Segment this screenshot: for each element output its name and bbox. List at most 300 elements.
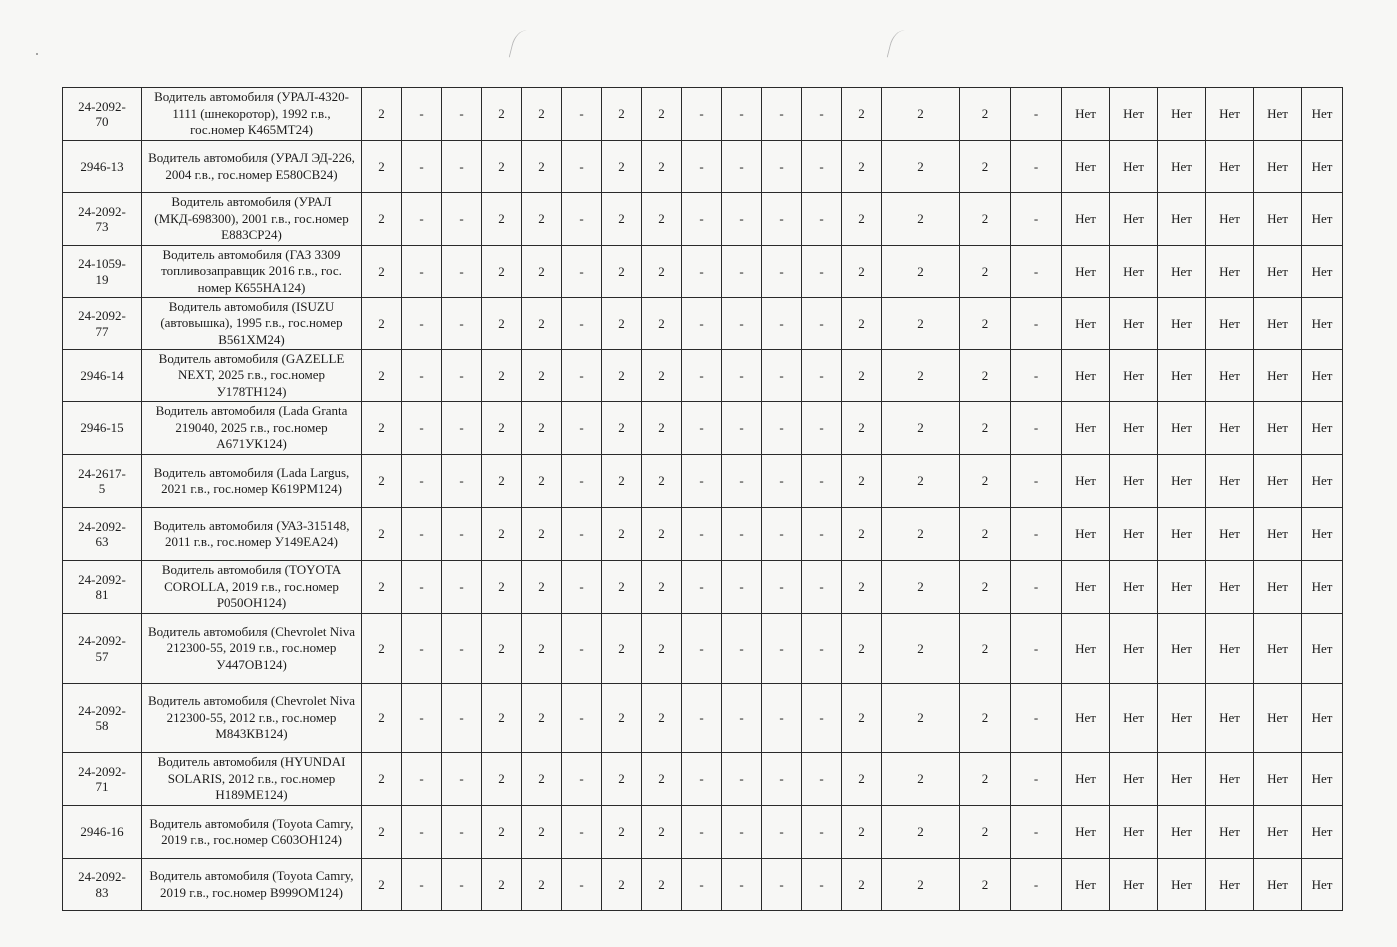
value-cell: Нет: [1206, 614, 1254, 684]
value-cell: Нет: [1206, 455, 1254, 508]
value-cell: -: [562, 193, 602, 246]
table-row: [63, 806, 1343, 859]
value-cell: 2: [960, 508, 1011, 561]
value-cell: 2: [362, 806, 402, 859]
job-code-cell: 24-2092- 83: [63, 859, 142, 911]
value-cell: -: [802, 350, 842, 402]
value-cell: -: [1011, 141, 1062, 193]
value-cell: -: [722, 753, 762, 806]
value-cell: 2: [482, 859, 522, 911]
value-cell: 2: [522, 859, 562, 911]
value-cell: Нет: [1062, 298, 1110, 350]
value-cell: Нет: [1110, 859, 1158, 911]
value-cell: Нет: [1302, 246, 1343, 298]
value-cell: 2: [842, 193, 882, 246]
value-cell: 2: [522, 88, 562, 141]
value-cell: 2: [522, 350, 562, 402]
value-cell: Нет: [1062, 193, 1110, 246]
value-cell: -: [1011, 614, 1062, 684]
value-cell: -: [682, 455, 722, 508]
value-cell: 2: [602, 350, 642, 402]
value-cell: 2: [642, 455, 682, 508]
value-cell: 2: [960, 806, 1011, 859]
job-description-cell: Водитель автомобиля (HYUNDAI SOLARIS, 2012 г.в., гос.номер Н189МЕ124): [142, 753, 362, 806]
job-code-cell: 2946-15: [63, 402, 142, 455]
value-cell: -: [722, 455, 762, 508]
value-cell: Нет: [1062, 350, 1110, 402]
value-cell: 2: [602, 141, 642, 193]
value-cell: 2: [482, 561, 522, 614]
value-cell: -: [442, 561, 482, 614]
value-cell: Нет: [1110, 614, 1158, 684]
speck: [36, 53, 38, 55]
value-cell: -: [562, 753, 602, 806]
value-cell: 2: [842, 246, 882, 298]
value-cell: Нет: [1158, 561, 1206, 614]
value-cell: 2: [602, 455, 642, 508]
job-code-cell: 24-2092- 71: [63, 753, 142, 806]
value-cell: -: [682, 246, 722, 298]
value-cell: Нет: [1062, 88, 1110, 141]
value-cell: Нет: [1302, 859, 1343, 911]
value-cell: 2: [362, 246, 402, 298]
job-description-cell: Водитель автомобиля (GAZELLE NEXT, 2025 г.в., гос.номер У178ТН124): [142, 350, 362, 402]
value-cell: 2: [842, 298, 882, 350]
value-cell: Нет: [1110, 350, 1158, 402]
value-cell: -: [402, 561, 442, 614]
value-cell: Нет: [1158, 193, 1206, 246]
value-cell: Нет: [1254, 508, 1302, 561]
value-cell: 2: [842, 508, 882, 561]
value-cell: 2: [882, 859, 960, 911]
value-cell: -: [402, 455, 442, 508]
value-cell: -: [1011, 684, 1062, 753]
value-cell: 2: [522, 806, 562, 859]
value-cell: Нет: [1254, 246, 1302, 298]
value-cell: -: [722, 350, 762, 402]
value-cell: -: [1011, 859, 1062, 911]
value-cell: 2: [522, 246, 562, 298]
value-cell: 2: [842, 455, 882, 508]
value-cell: Нет: [1302, 402, 1343, 455]
value-cell: Нет: [1110, 298, 1158, 350]
value-cell: -: [682, 753, 722, 806]
value-cell: -: [802, 88, 842, 141]
value-cell: 2: [960, 753, 1011, 806]
value-cell: Нет: [1158, 455, 1206, 508]
value-cell: Нет: [1110, 561, 1158, 614]
value-cell: 2: [642, 561, 682, 614]
value-cell: Нет: [1062, 859, 1110, 911]
value-cell: -: [802, 508, 842, 561]
value-cell: 2: [642, 753, 682, 806]
value-cell: Нет: [1254, 684, 1302, 753]
value-cell: -: [722, 193, 762, 246]
table-row: [63, 402, 1343, 455]
value-cell: Нет: [1110, 141, 1158, 193]
value-cell: 2: [522, 508, 562, 561]
value-cell: -: [1011, 193, 1062, 246]
value-cell: 2: [642, 193, 682, 246]
value-cell: -: [762, 859, 802, 911]
value-cell: -: [802, 684, 842, 753]
value-cell: 2: [602, 806, 642, 859]
value-cell: -: [1011, 88, 1062, 141]
value-cell: Нет: [1206, 141, 1254, 193]
value-cell: Нет: [1206, 508, 1254, 561]
value-cell: -: [442, 298, 482, 350]
value-cell: Нет: [1062, 561, 1110, 614]
value-cell: 2: [882, 246, 960, 298]
job-code-cell: 2946-16: [63, 806, 142, 859]
value-cell: Нет: [1062, 753, 1110, 806]
value-cell: 2: [882, 806, 960, 859]
value-cell: -: [402, 193, 442, 246]
value-cell: -: [722, 246, 762, 298]
value-cell: 2: [882, 753, 960, 806]
value-cell: 2: [522, 753, 562, 806]
value-cell: Нет: [1158, 350, 1206, 402]
value-cell: Нет: [1110, 684, 1158, 753]
value-cell: -: [762, 350, 802, 402]
value-cell: 2: [362, 614, 402, 684]
value-cell: 2: [882, 298, 960, 350]
value-cell: -: [402, 806, 442, 859]
job-code-cell: 24-2092- 63: [63, 508, 142, 561]
value-cell: 2: [960, 561, 1011, 614]
table-row: [63, 88, 1343, 141]
value-cell: 2: [482, 350, 522, 402]
job-code-cell: 2946-13: [63, 141, 142, 193]
value-cell: 2: [522, 193, 562, 246]
value-cell: -: [682, 561, 722, 614]
value-cell: -: [562, 246, 602, 298]
value-cell: -: [682, 806, 722, 859]
value-cell: Нет: [1110, 753, 1158, 806]
job-code-cell: 24-2092- 58: [63, 684, 142, 753]
value-cell: Нет: [1302, 88, 1343, 141]
value-cell: Нет: [1110, 455, 1158, 508]
value-cell: 2: [882, 561, 960, 614]
table-row: [63, 298, 1343, 350]
value-cell: -: [682, 508, 722, 561]
value-cell: -: [762, 561, 802, 614]
pen-mark: [509, 28, 535, 62]
value-cell: -: [402, 614, 442, 684]
value-cell: 2: [602, 614, 642, 684]
value-cell: Нет: [1206, 859, 1254, 911]
job-description-cell: Водитель автомобиля (Lada Largus, 2021 г.в., гос.номер К619РМ124): [142, 455, 362, 508]
job-description-cell: Водитель автомобиля (УРАЛ ЭД-226, 2004 г.в., гос.номер Е580СВ24): [142, 141, 362, 193]
value-cell: Нет: [1158, 614, 1206, 684]
value-cell: 2: [960, 455, 1011, 508]
value-cell: 2: [362, 141, 402, 193]
value-cell: 2: [362, 350, 402, 402]
value-cell: 2: [842, 561, 882, 614]
value-cell: Нет: [1110, 193, 1158, 246]
value-cell: 2: [642, 88, 682, 141]
value-cell: -: [562, 859, 602, 911]
value-cell: Нет: [1110, 246, 1158, 298]
value-cell: -: [562, 88, 602, 141]
value-cell: -: [802, 141, 842, 193]
value-cell: 2: [882, 614, 960, 684]
value-cell: 2: [960, 614, 1011, 684]
value-cell: Нет: [1302, 455, 1343, 508]
value-cell: Нет: [1110, 806, 1158, 859]
job-description-cell: Водитель автомобиля (УРАЛ-4320-1111 (шнекоротор), 1992 г.в., гос.номер К465МТ24): [142, 88, 362, 141]
value-cell: -: [442, 350, 482, 402]
value-cell: Нет: [1062, 455, 1110, 508]
job-code-cell: 24-2092- 57: [63, 614, 142, 684]
value-cell: 2: [362, 753, 402, 806]
value-cell: -: [682, 684, 722, 753]
job-code-cell: 24-2092- 70: [63, 88, 142, 141]
value-cell: -: [442, 753, 482, 806]
job-code-cell: 24-2092- 77: [63, 298, 142, 350]
value-cell: 2: [482, 402, 522, 455]
value-cell: -: [1011, 806, 1062, 859]
value-cell: -: [682, 193, 722, 246]
value-cell: -: [562, 402, 602, 455]
value-cell: 2: [602, 508, 642, 561]
value-cell: Нет: [1206, 753, 1254, 806]
value-cell: 2: [960, 141, 1011, 193]
value-cell: 2: [362, 402, 402, 455]
value-cell: 2: [842, 402, 882, 455]
value-cell: 2: [882, 88, 960, 141]
value-cell: 2: [362, 684, 402, 753]
value-cell: Нет: [1302, 350, 1343, 402]
value-cell: Нет: [1110, 508, 1158, 561]
value-cell: -: [762, 246, 802, 298]
value-cell: Нет: [1254, 193, 1302, 246]
job-description-cell: Водитель автомобиля (Lada Granta 219040, 2025 г.в., гос.номер А671УК124): [142, 402, 362, 455]
value-cell: 2: [522, 298, 562, 350]
value-cell: -: [762, 402, 802, 455]
table-row: [63, 684, 1343, 753]
job-description-cell: Водитель автомобиля (УАЗ-315148, 2011 г.в., гос.номер У149ЕА24): [142, 508, 362, 561]
value-cell: Нет: [1254, 141, 1302, 193]
value-cell: Нет: [1062, 684, 1110, 753]
value-cell: -: [1011, 561, 1062, 614]
value-cell: Нет: [1158, 402, 1206, 455]
value-cell: Нет: [1254, 859, 1302, 911]
value-cell: 2: [602, 402, 642, 455]
value-cell: -: [402, 88, 442, 141]
value-cell: 2: [602, 88, 642, 141]
value-cell: Нет: [1254, 298, 1302, 350]
value-cell: -: [762, 88, 802, 141]
value-cell: 2: [602, 684, 642, 753]
value-cell: Нет: [1158, 298, 1206, 350]
value-cell: -: [762, 684, 802, 753]
value-cell: -: [442, 859, 482, 911]
value-cell: Нет: [1206, 350, 1254, 402]
value-cell: Нет: [1206, 402, 1254, 455]
value-cell: 2: [642, 806, 682, 859]
value-cell: 2: [960, 684, 1011, 753]
value-cell: Нет: [1158, 684, 1206, 753]
value-cell: -: [442, 614, 482, 684]
value-cell: -: [1011, 298, 1062, 350]
value-cell: 2: [842, 859, 882, 911]
value-cell: -: [682, 402, 722, 455]
value-cell: -: [682, 298, 722, 350]
value-cell: -: [762, 141, 802, 193]
value-cell: 2: [602, 753, 642, 806]
value-cell: 2: [482, 753, 522, 806]
value-cell: Нет: [1110, 402, 1158, 455]
value-cell: 2: [362, 88, 402, 141]
value-cell: Нет: [1302, 684, 1343, 753]
value-cell: Нет: [1302, 753, 1343, 806]
value-cell: -: [762, 193, 802, 246]
value-cell: -: [562, 614, 602, 684]
value-cell: Нет: [1206, 298, 1254, 350]
value-cell: Нет: [1062, 402, 1110, 455]
table-row: [63, 141, 1343, 193]
value-cell: -: [1011, 508, 1062, 561]
value-cell: -: [402, 298, 442, 350]
value-cell: -: [1011, 455, 1062, 508]
value-cell: 2: [960, 350, 1011, 402]
value-cell: -: [762, 508, 802, 561]
value-cell: 2: [642, 684, 682, 753]
value-cell: -: [562, 561, 602, 614]
value-cell: 2: [362, 508, 402, 561]
value-cell: -: [722, 402, 762, 455]
value-cell: 2: [960, 193, 1011, 246]
value-cell: Нет: [1302, 141, 1343, 193]
value-cell: 2: [842, 88, 882, 141]
value-cell: 2: [602, 246, 642, 298]
value-cell: 2: [602, 193, 642, 246]
value-cell: Нет: [1254, 88, 1302, 141]
value-cell: Нет: [1302, 508, 1343, 561]
value-cell: -: [442, 508, 482, 561]
value-cell: -: [682, 88, 722, 141]
value-cell: Нет: [1206, 806, 1254, 859]
value-cell: -: [562, 141, 602, 193]
value-cell: 2: [522, 141, 562, 193]
value-cell: -: [722, 508, 762, 561]
value-cell: -: [562, 684, 602, 753]
value-cell: Нет: [1158, 806, 1206, 859]
value-cell: -: [1011, 350, 1062, 402]
value-cell: -: [802, 298, 842, 350]
value-cell: Нет: [1254, 402, 1302, 455]
value-cell: Нет: [1158, 753, 1206, 806]
value-cell: 2: [882, 684, 960, 753]
value-cell: 2: [642, 859, 682, 911]
value-cell: -: [442, 402, 482, 455]
value-cell: Нет: [1302, 193, 1343, 246]
value-cell: Нет: [1158, 859, 1206, 911]
value-cell: -: [802, 246, 842, 298]
value-cell: 2: [602, 298, 642, 350]
value-cell: -: [722, 298, 762, 350]
value-cell: -: [562, 455, 602, 508]
value-cell: 2: [482, 141, 522, 193]
job-code-cell: 24-2617- 5: [63, 455, 142, 508]
value-cell: Нет: [1158, 88, 1206, 141]
value-cell: Нет: [1206, 246, 1254, 298]
value-cell: -: [442, 141, 482, 193]
value-cell: Нет: [1158, 246, 1206, 298]
value-cell: 2: [482, 246, 522, 298]
value-cell: Нет: [1158, 508, 1206, 561]
value-cell: 2: [602, 859, 642, 911]
job-code-cell: 24-2092- 73: [63, 193, 142, 246]
value-cell: 2: [882, 508, 960, 561]
value-cell: -: [802, 561, 842, 614]
value-cell: Нет: [1206, 193, 1254, 246]
value-cell: Нет: [1254, 806, 1302, 859]
value-cell: Нет: [1254, 350, 1302, 402]
value-cell: 2: [482, 508, 522, 561]
value-cell: 2: [482, 455, 522, 508]
value-cell: Нет: [1302, 614, 1343, 684]
table-row: [63, 350, 1343, 402]
value-cell: Нет: [1206, 88, 1254, 141]
value-cell: Нет: [1110, 88, 1158, 141]
value-cell: -: [442, 193, 482, 246]
value-cell: Нет: [1062, 246, 1110, 298]
value-cell: -: [682, 141, 722, 193]
value-cell: 2: [362, 193, 402, 246]
value-cell: -: [562, 508, 602, 561]
value-cell: -: [722, 806, 762, 859]
job-description-cell: Водитель автомобиля (Toyota Camry, 2019 г.в., гос.номер В999ОМ124): [142, 859, 362, 911]
table-row: [63, 561, 1343, 614]
table-row: [63, 455, 1343, 508]
value-cell: -: [1011, 402, 1062, 455]
value-cell: -: [682, 859, 722, 911]
value-cell: 2: [522, 614, 562, 684]
value-cell: -: [402, 402, 442, 455]
value-cell: -: [802, 402, 842, 455]
value-cell: 2: [882, 350, 960, 402]
value-cell: -: [402, 141, 442, 193]
value-cell: -: [442, 806, 482, 859]
value-cell: 2: [362, 455, 402, 508]
value-cell: 2: [842, 141, 882, 193]
job-description-cell: Водитель автомобиля (TOYOTA COROLLA, 2019 г.в., гос.номер Р050ОН124): [142, 561, 362, 614]
value-cell: Нет: [1254, 614, 1302, 684]
value-cell: 2: [522, 561, 562, 614]
value-cell: 2: [960, 298, 1011, 350]
value-cell: Нет: [1062, 806, 1110, 859]
value-cell: -: [802, 753, 842, 806]
value-cell: 2: [882, 402, 960, 455]
table-row: [63, 859, 1343, 911]
value-cell: -: [802, 614, 842, 684]
value-cell: 2: [842, 684, 882, 753]
value-cell: Нет: [1254, 753, 1302, 806]
value-cell: 2: [642, 402, 682, 455]
pen-mark: [887, 28, 913, 62]
value-cell: Нет: [1062, 508, 1110, 561]
value-cell: -: [682, 350, 722, 402]
job-description-cell: Водитель автомобиля (Toyota Camry, 2019 г.в., гос.номер С603ОН124): [142, 806, 362, 859]
value-cell: -: [562, 298, 602, 350]
value-cell: 2: [642, 614, 682, 684]
value-cell: -: [562, 806, 602, 859]
value-cell: 2: [362, 298, 402, 350]
job-code-cell: 24-2092- 81: [63, 561, 142, 614]
value-cell: -: [722, 88, 762, 141]
